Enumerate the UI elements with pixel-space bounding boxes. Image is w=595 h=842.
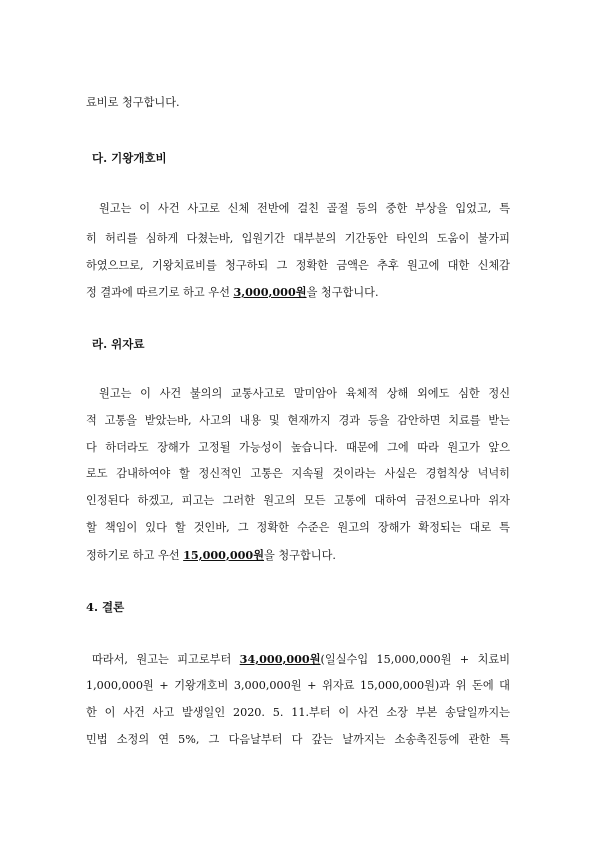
section-ra-line-6: 할 책임이 있다 할 것인바, 그 정확한 수준은 원고의 장해가 확정되는 대로 특 — [86, 521, 510, 534]
conclusion-line-1 — [92, 651, 510, 668]
conclusion-amount: 34,000,000원 — [239, 652, 321, 666]
section-da-line-1: 원고는 이 사건 사고로 신체 전반에 걸친 골절 등의 중한 부상을 입었고, 특 — [99, 202, 510, 215]
section-ra-line-3: 다 하더라도 장해가 고정될 가능성이 높습니다. 때문에 그에 따라 원고가 앞으 — [86, 441, 510, 454]
conclusion-line-4: 민법 소정의 연 5%, 그 다음날부터 다 갚는 날까지는 소송촉진등에 관한 특 — [86, 733, 510, 746]
conclusion-line1-post: (일실수입 15,000,000원 + 치료비 — [320, 653, 510, 666]
section-ra-title: 라. 위자료 — [92, 337, 145, 351]
section-da-amount: 3,000,000원 — [233, 285, 307, 299]
conclusion-line-3: 한 이 사건 사고 발생일인 2020. 5. 11.부터 이 사건 소장 부본 송달일까지는 — [86, 706, 510, 719]
section-ra-line-5: 인정된다 하겠고, 피고는 그러한 원고의 모든 고통에 대하여 금전으로나마 위자 — [86, 494, 510, 507]
section-ra-line-2: 적 고통을 받았는바, 사고의 내용 및 현재까지 경과 등을 감안하면 치료를 받는 — [86, 414, 510, 427]
section-da-line-2: 히 허리를 심하게 다쳤는바, 입원기간 대부분의 기간동안 타인의 도움이 불가피 — [86, 232, 510, 245]
section-ra-line-1: 원고는 이 사건 불의의 교통사고로 말미암아 육체적 상해 외에도 심한 정신 — [99, 387, 510, 400]
top-line: 료비로 청구합니다. — [86, 96, 180, 109]
conclusion-line1-pre: 따라서, 원고는 피고로부터 — [92, 653, 240, 666]
section-ra-last-pre: 정하기로 하고 우선 — [86, 549, 184, 562]
conclusion-line-2: 1,000,000원 + 기왕개호비 3,000,000원 + 위자료 15,000,000원)과 위 돈에 대 — [86, 679, 510, 692]
section-da-line-3: 하였으므로, 기왕치료비를 청구하되 그 정확한 금액은 추후 원고에 대한 신체감 — [86, 259, 510, 272]
section-ra-line-7 — [86, 547, 510, 564]
section-ra-last-post: 을 청구합니다. — [264, 549, 336, 562]
conclusion-title: 4. 결론 — [86, 600, 125, 614]
section-da-last-pre: 정 결과에 따르기로 하고 우선 — [86, 286, 234, 299]
section-da-line-4 — [86, 284, 510, 301]
section-ra-amount: 15,000,000원 — [183, 548, 265, 562]
section-da-last-post: 을 청구합니다. — [306, 286, 379, 299]
section-ra-line-4: 로도 감내하여야 할 정신적인 고통은 지속될 것이라는 사실은 경험칙상 넉넉히 — [86, 467, 510, 480]
section-da-title: 다. 기왕개호비 — [92, 151, 167, 165]
